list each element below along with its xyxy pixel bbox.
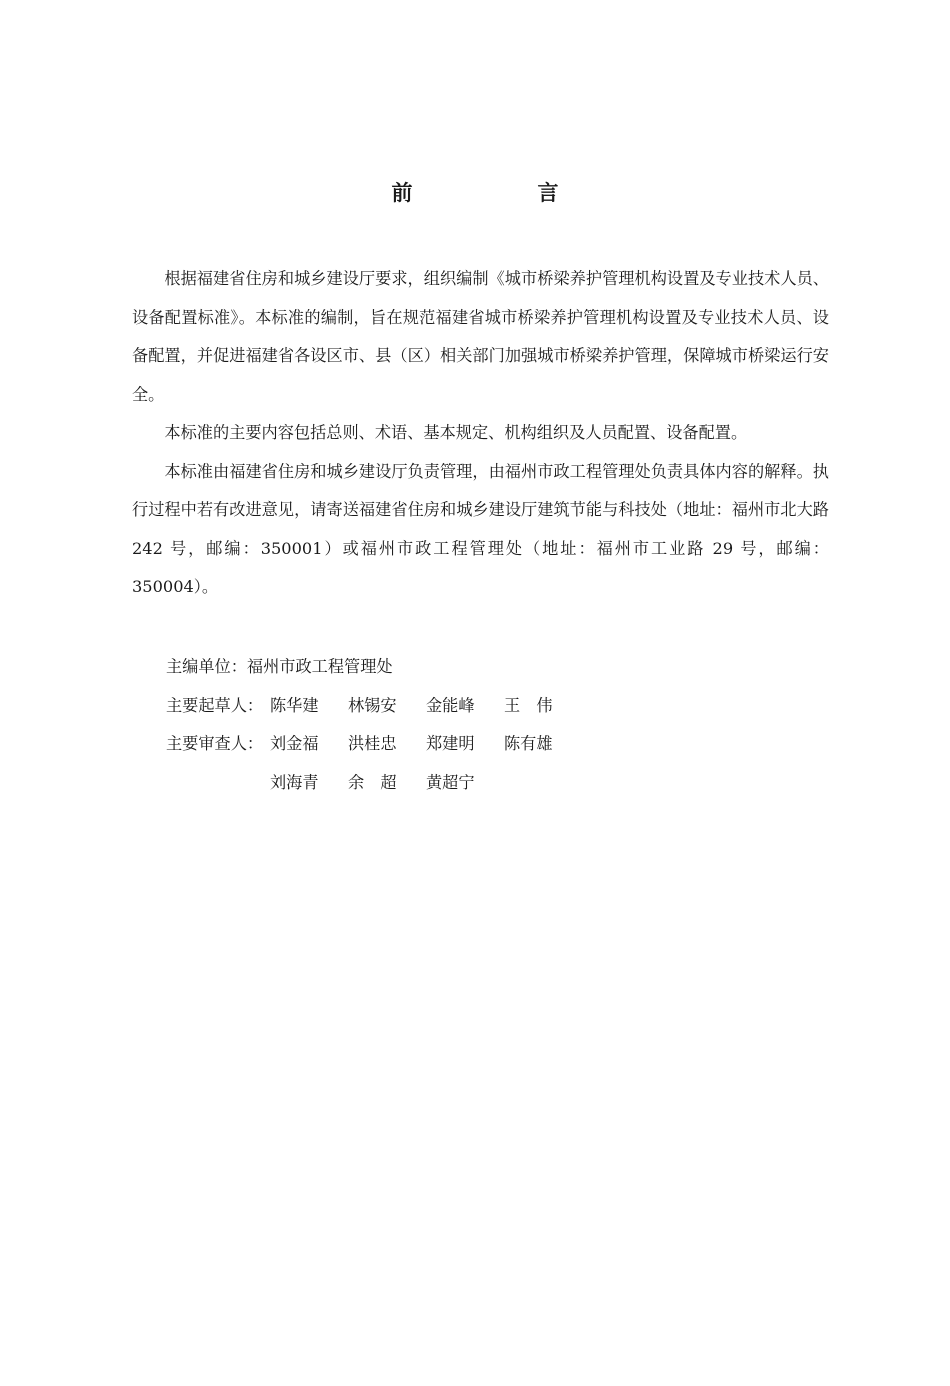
reviewer-name: 余 超 bbox=[348, 772, 397, 792]
reviewer-name: 陈有雄 bbox=[504, 734, 553, 753]
reviewer-name: 郑建明 bbox=[426, 734, 475, 753]
reviewers-row-continued bbox=[166, 764, 582, 803]
drafter-name: 陈华建 bbox=[270, 695, 319, 715]
drafters-row bbox=[166, 687, 582, 726]
preface-body bbox=[132, 260, 829, 607]
reviewers-row bbox=[166, 725, 582, 764]
drafter-name: 林锡安 bbox=[348, 695, 397, 715]
reviewer-name: 黄超宁 bbox=[426, 772, 475, 792]
paragraph-management: 本标准由福建省住房和城乡建设厅负责管理，由福州市政工程管理处负责具体内容的解释。执行过程中若有改进意见，请寄送福建省住房和城乡建设厅建筑节能与科技处（地址：福州市北大路 242 号，邮编：350001）或福州市政工程管理处（地址：福州市工业路 29 号，邮编：350004）。 bbox=[132, 461, 829, 596]
reviewer-name: 刘金福 bbox=[270, 734, 319, 753]
editor-unit: 主编单位：福州市政工程管理处 bbox=[166, 657, 393, 676]
paragraph-contents: 本标准的主要内容包括总则、术语、基本规定、机构组织及人员配置、设备配置。 bbox=[164, 423, 748, 442]
drafter-name: 王 伟 bbox=[504, 695, 553, 715]
reviewers-label: 主要审查人： bbox=[166, 734, 264, 753]
drafter-name: 金能峰 bbox=[426, 695, 475, 715]
editor-unit-row bbox=[166, 648, 582, 687]
reviewer-name: 洪桂忠 bbox=[348, 734, 397, 753]
drafters-label: 主要起草人： bbox=[166, 695, 264, 715]
page-title: 前 言 bbox=[391, 180, 611, 205]
paragraph-purpose: 根据福建省住房和城乡建设厅要求，组织编制《城市桥梁养护管理机构设置及专业技术人员、设备配置标准》。本标准的编制，旨在规范福建省城市桥梁养护管理机构设置及专业技术人员、设备配置，并促进福建省各设区市、县（区）相关部门加强城市桥梁养护管理，保障城市桥梁运行安全。 bbox=[132, 269, 829, 404]
credits-block bbox=[166, 648, 582, 802]
reviewer-name: 刘海青 bbox=[270, 772, 319, 792]
reviewers-label-spacer bbox=[166, 764, 270, 803]
